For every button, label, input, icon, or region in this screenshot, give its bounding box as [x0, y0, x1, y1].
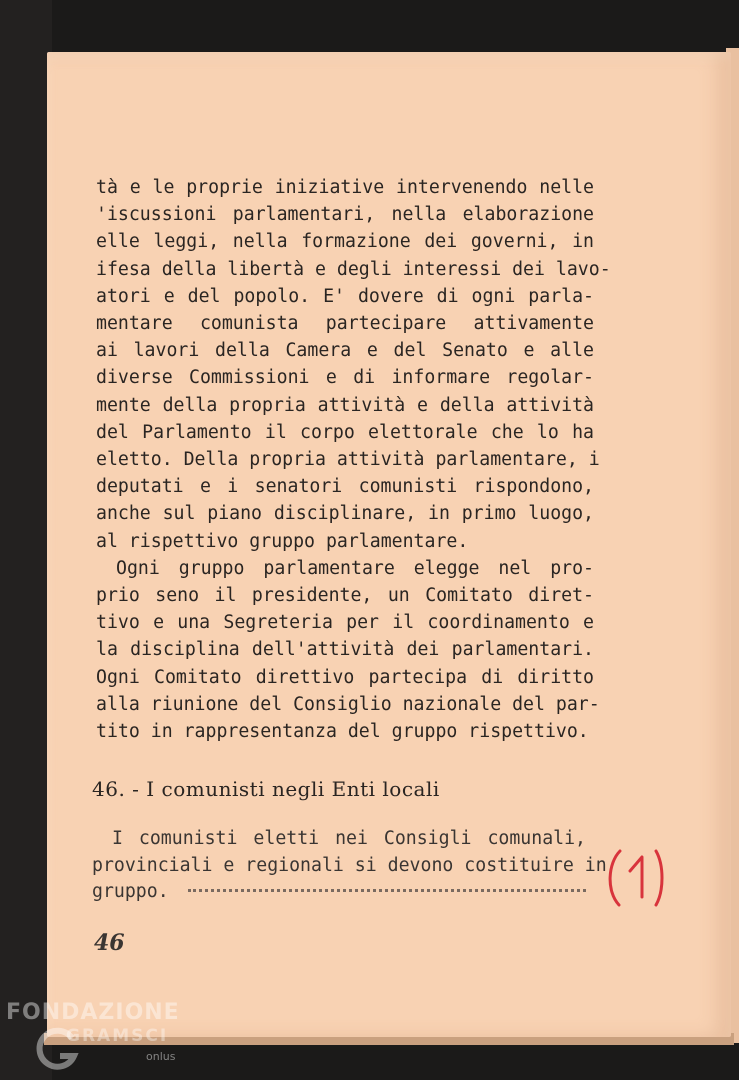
text-line: del Parlamento il corpo elettorale che lo ha [96, 421, 594, 443]
handwritten-note-glyph [604, 845, 670, 911]
text-line: tà e le proprie iniziative intervenendo nelle [96, 177, 594, 198]
text-line: elle leggi, nella formazione dei governi, in [96, 231, 594, 253]
text-line: eletto. Della propria attività parlamentare, i [96, 449, 600, 471]
text-line: mentare comunista partecipare attivamente [96, 313, 594, 335]
text-line: la disciplina dell'attività dei parlamentari. [96, 639, 594, 661]
watermark-line2: GRAMSCI [66, 1026, 169, 1046]
body-text-lower [92, 826, 607, 906]
dotted-leader [188, 889, 586, 892]
text-line: tivo e una Segreteria per il coordinamento e [96, 612, 594, 634]
page-number: 46 [94, 930, 125, 956]
text-line: alla riunione del Consiglio nazionale del par- [96, 693, 600, 715]
text-line: 'iscussioni parlamentari, nella elaborazione [96, 204, 594, 226]
section-heading: 46. - I comunisti negli Enti locali [92, 777, 440, 801]
text-line: diverse Commissioni e di informare regolar- [96, 367, 594, 389]
text-line: tito in rappresentanza del gruppo rispettivo. [96, 721, 589, 743]
text-line: prio seno il presidente, un Comitato diret- [96, 585, 594, 607]
text-line: ai lavori della Camera e del Senato e alle [96, 340, 594, 362]
text-line: provinciali e regionali si devono costituire in [92, 854, 607, 876]
text-line: Ogni gruppo parlamentare elegge nel pro- [116, 557, 594, 579]
text-line: mente della propria attività e della attività [96, 394, 594, 416]
text-line: deputati e i senatori comunisti rispondono, [96, 476, 594, 498]
handwritten-annotation [604, 845, 670, 911]
text-line: al rispettivo gruppo parlamentare. [96, 530, 469, 552]
text-line: anche sul piano disciplinare, in primo luogo, [96, 503, 594, 525]
watermark [6, 1000, 186, 1072]
scan-background [0, 0, 52, 1080]
text-line: I comunisti eletti nei Consigli comunali, [112, 828, 586, 849]
body-text-upper [96, 174, 611, 745]
watermark-line3: onlus [146, 1050, 176, 1063]
watermark-line1: FONDAZIONE [6, 1000, 180, 1025]
text-line: gruppo. [92, 881, 169, 902]
text-line: ifesa della libertà e degli interessi dei lavo- [96, 258, 611, 280]
text-line: atori e del popolo. E' dovere di ogni parla- [96, 285, 594, 307]
text-line: Ogni Comitato direttivo partecipa di diritto [96, 666, 594, 688]
